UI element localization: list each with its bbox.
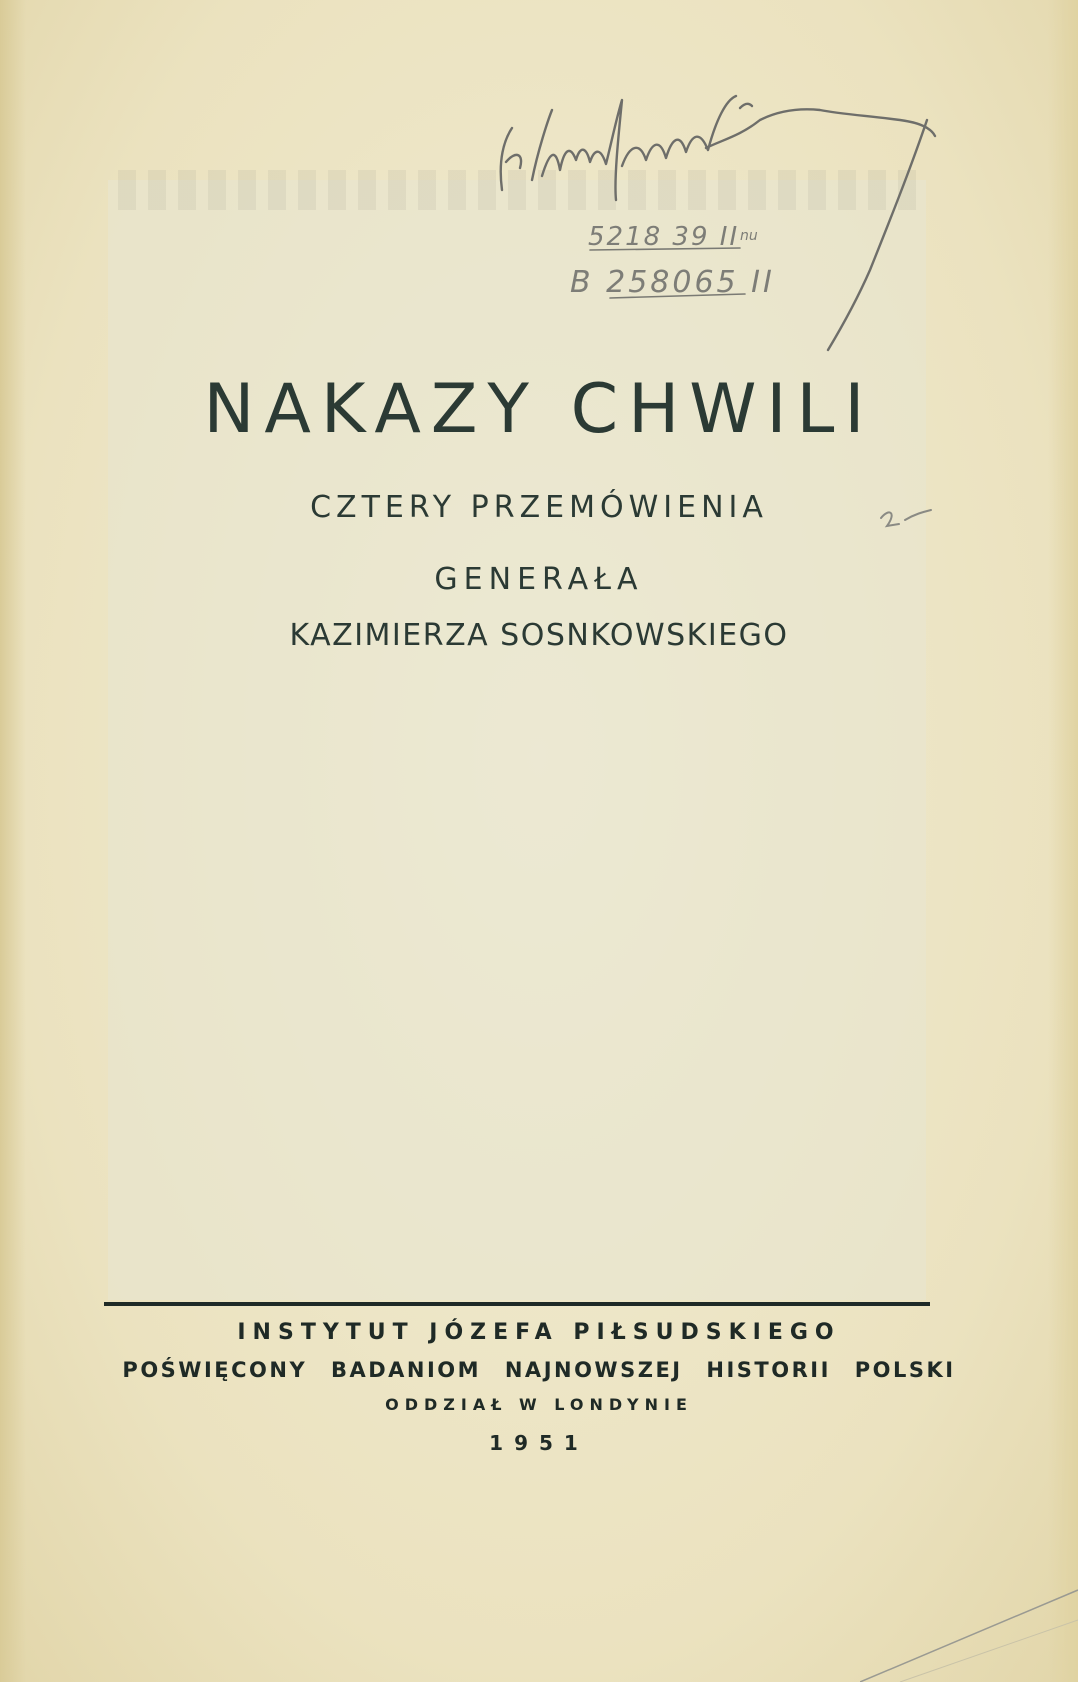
paper-edge-left xyxy=(0,0,26,1682)
subtitle-line-1: CZTERY PRZEMÓWIENIA xyxy=(310,490,768,525)
divider-rule xyxy=(104,1302,930,1306)
document-title: NAKAZY CHWILI xyxy=(203,370,875,449)
publication-year: 1951 xyxy=(489,1431,589,1455)
svg-text:B 258065 II: B 258065 II xyxy=(570,265,775,300)
publisher-name: INSTYTUT JÓZEFA PIŁSUDSKIEGO xyxy=(237,1320,841,1345)
page-fold-crease xyxy=(860,1560,1078,1682)
publisher-description: POŚWIĘCONY BADANIOM NAJNOWSZEJ HISTORII POLSKI xyxy=(122,1358,956,1382)
svg-text:nu: nu xyxy=(740,228,758,244)
svg-text:5218 39 II: 5218 39 II xyxy=(588,222,740,252)
subtitle-line-2: GENERAŁA xyxy=(434,562,644,597)
handwritten-signature-and-shelfmarks xyxy=(490,80,1010,380)
publisher-branch: ODDZIAŁ W LONDYNIE xyxy=(385,1395,693,1414)
subtitle-line-3: KAZIMIERZA SOSNKOWSKIEGO xyxy=(289,618,789,653)
paper-edge-right xyxy=(1048,0,1078,1682)
